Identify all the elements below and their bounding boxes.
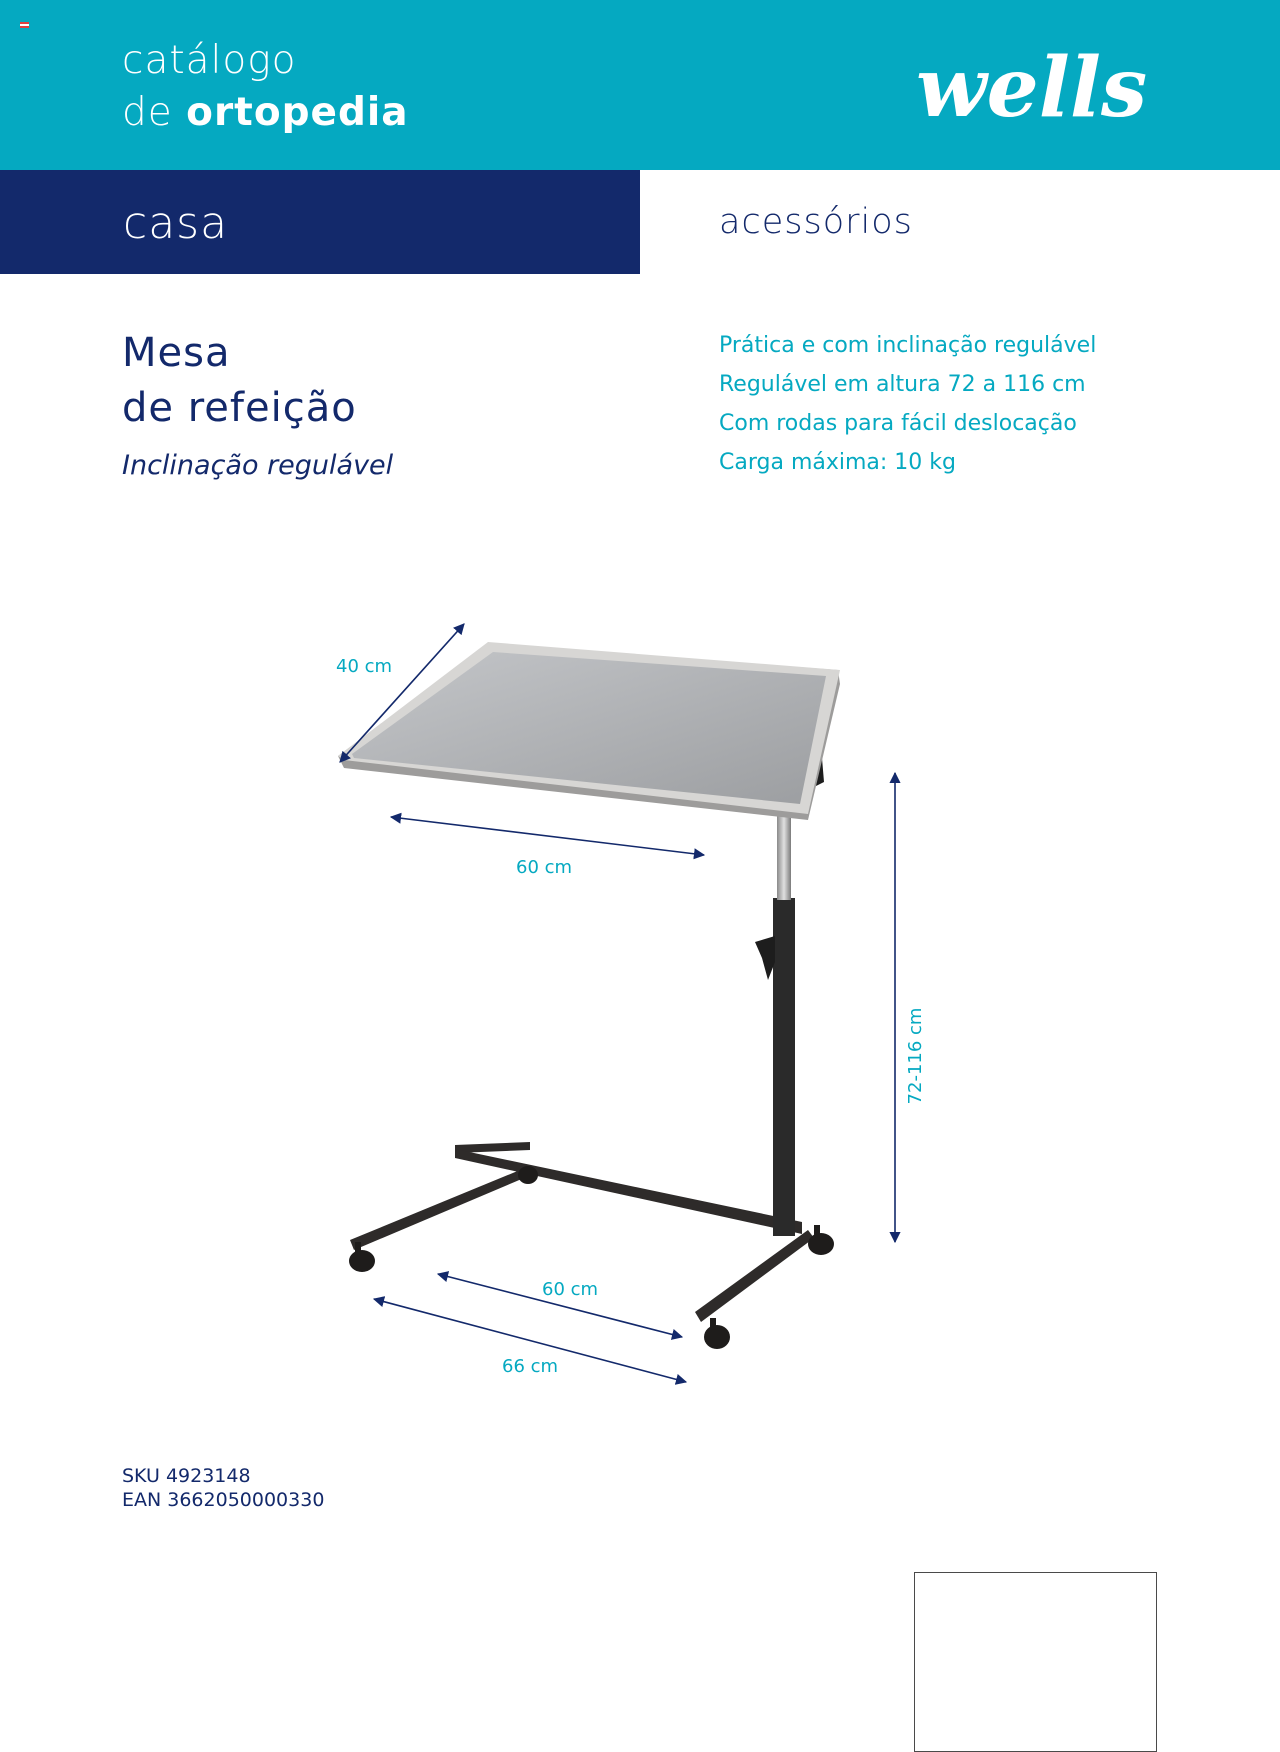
feature-item: Prática e com inclinação regulável bbox=[719, 333, 1097, 358]
feature-item: Carga máxima: 10 kg bbox=[719, 450, 956, 475]
dim-label-top-depth: 40 cm bbox=[336, 656, 393, 677]
catalog-title-line1: catálogo bbox=[122, 38, 297, 83]
feature-item: Com rodas para fácil deslocação bbox=[719, 411, 1077, 436]
dim-arrow-top-width bbox=[391, 817, 704, 855]
product-subtitle: Inclinação regulável bbox=[122, 450, 394, 481]
empty-code-box bbox=[914, 1572, 1157, 1752]
sku-code: SKU 4923148 bbox=[122, 1465, 251, 1487]
wheels bbox=[349, 1166, 834, 1349]
feature-list bbox=[719, 332, 1096, 488]
product-title-line1: Mesa bbox=[122, 330, 231, 376]
product-illustration bbox=[330, 610, 950, 1390]
wells-logo bbox=[912, 42, 1162, 132]
section-label: casa bbox=[123, 198, 229, 249]
dim-label-top-width: 60 cm bbox=[516, 857, 573, 878]
flag-icon bbox=[20, 22, 29, 28]
catalog-title-line2 bbox=[122, 90, 409, 135]
wells-logo-text: wells bbox=[916, 42, 1148, 132]
catalog-title-prefix: de bbox=[122, 90, 173, 135]
ean-code: EAN 3662050000330 bbox=[122, 1489, 325, 1511]
product-title-line2: de refeição bbox=[122, 385, 357, 431]
dim-label-base-inner: 60 cm bbox=[542, 1279, 599, 1300]
feature-item: Regulável em altura 72 a 116 cm bbox=[719, 372, 1086, 397]
dim-label-height: 72-116 cm bbox=[905, 1007, 926, 1105]
height-knob bbox=[755, 936, 775, 980]
subsection-label: acessórios bbox=[719, 202, 913, 242]
section-bar bbox=[0, 170, 640, 274]
table-column bbox=[773, 898, 795, 1236]
product-codes bbox=[122, 1464, 324, 1512]
catalog-title-bold: ortopedia bbox=[186, 90, 409, 135]
table-top bbox=[338, 642, 840, 820]
catalog-header bbox=[0, 0, 1280, 170]
dim-label-base-outer: 66 cm bbox=[502, 1356, 559, 1377]
